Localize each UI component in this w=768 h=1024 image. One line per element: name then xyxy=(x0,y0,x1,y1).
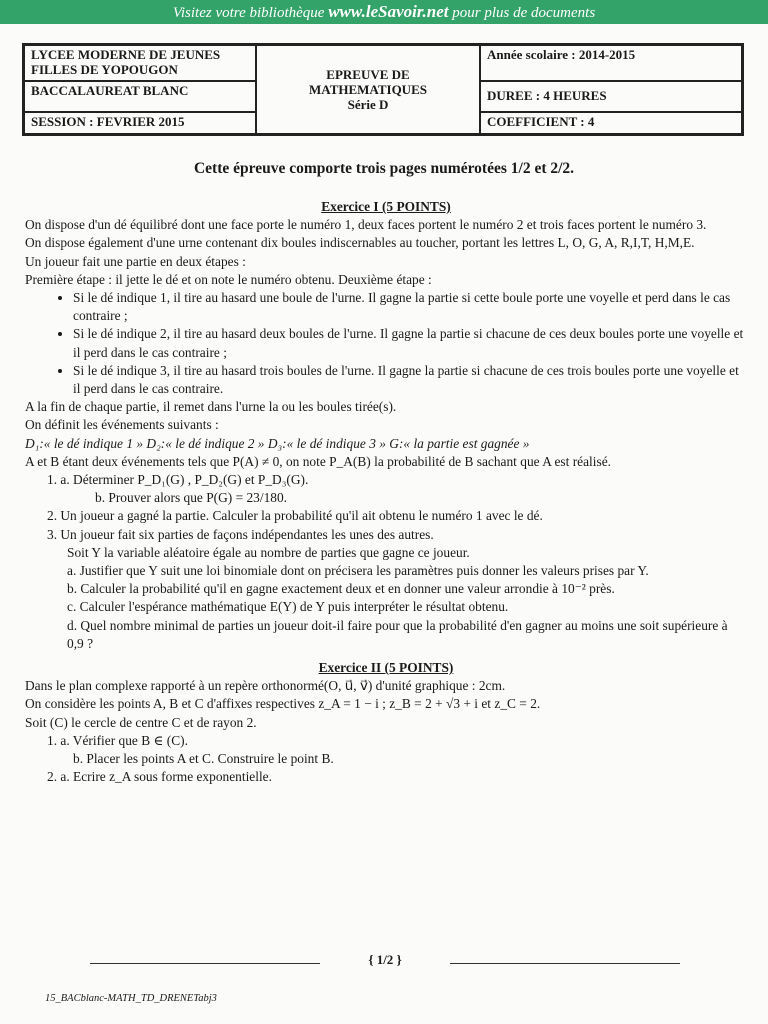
paragraph: On dispose d'un dé équilibré dont une face porte le numéro 1, deux faces portent le numéro 2 et trois faces portent le numéro 3. xyxy=(25,217,707,233)
site-banner xyxy=(0,0,768,24)
paragraph: A et B étant deux événements tels que P(A) ≠ 0, on note P_A(B) la probabilité de B sachant que A est réalisé. xyxy=(25,453,611,469)
question-1b: b. Prouver alors que P(G) = 23/180. xyxy=(95,490,288,506)
paragraph: Dans le plan complexe rapporté à un repère orthonormé(O, u⃗, v⃗) d'unité graphique : 2cm. xyxy=(25,678,506,694)
list-item: • Si le dé indique 3, il tire au hasard trois boules de l'urne. Il gagne la partie si chacune de ces trois boules porte une voyelle et il perd dans le cas contraire. xyxy=(73,362,747,398)
steps-list xyxy=(25,289,747,398)
events-definition: D₁:« le dé indique 1 » D₂:« le dé indique 2 » D₃:« le dé indique 3 » G:« la partie est gagnée » xyxy=(25,435,530,451)
paragraph: On dispose également d'une urne contenant dix boules indiscernables au toucher, portant les lettres L, O, G, A, R,I,T, H,M,E. xyxy=(25,235,695,251)
paragraph: A la fin de chaque partie, il remet dans l'urne la ou les boules tirée(s). xyxy=(25,399,397,415)
question-3: 3. Un joueur fait six parties de façons indépendantes les unes des autres. xyxy=(47,526,434,542)
exam-content xyxy=(25,198,747,787)
page-number-text: 1/2 xyxy=(376,952,394,967)
list-item: • Si le dé indique 2, il tire au hasard deux boules de l'urne. Il gagne la partie si chacune de ces deux boules porte une voyelle et il perd dans le cas contraire ; xyxy=(73,325,747,361)
paragraph: Un joueur fait une partie en deux étapes : xyxy=(25,253,246,269)
page-number: { 1/2 } xyxy=(368,952,402,967)
footer-rule-right xyxy=(450,963,680,964)
question-3c: c. Calculer l'espérance mathématique E(Y) de Y puis interpréter le résultat obtenu. xyxy=(67,599,509,615)
question-2: 2. Un joueur a gagné la partie. Calculer la probabilité qu'il ait obtenu le numéro 1 avec le dé. xyxy=(47,508,543,524)
paragraph: On considère les points A, B et C d'affixes respectives z_A = 1 − i ; z_B = 2 + √3 + i et z_C = 2. xyxy=(25,696,541,712)
footer-rule-left xyxy=(90,963,320,964)
exam-header-table xyxy=(22,43,744,136)
exercise-2-title: Exercice II (5 POINTS) xyxy=(318,660,454,676)
question-3a: a. Justifier que Y suit une loi binomiale dont on précisera les paramètres puis donner les valeurs prises par Y. xyxy=(67,563,649,579)
banner-text-end: pour plus de documents xyxy=(448,5,596,21)
page-title: Cette épreuve comporte trois pages numérotées 1/2 et 2/2. xyxy=(193,160,575,177)
exam-type: BACCALAUREAT BLANC xyxy=(24,81,257,112)
subject-cell xyxy=(256,45,480,135)
subject-line-1: EPREUVE DE xyxy=(326,67,410,82)
question-1a: 1. a. Vérifier que B ∈ (C). xyxy=(47,732,188,748)
paragraph: Soit (C) le cercle de centre C et de rayon 2. xyxy=(25,714,257,730)
exam-coefficient: COEFFICIENT : 4 xyxy=(480,112,743,135)
banner-site-link[interactable]: www.leSavoir.net xyxy=(328,2,449,21)
list-item: • Si le dé indique 1, il tire au hasard une boule de l'urne. Il gagne la partie si cette boule porte une voyelle et perd dans le cas contraire ; xyxy=(73,289,747,325)
subject-line-3: Série D xyxy=(347,97,389,112)
exam-session: SESSION : FEVRIER 2015 xyxy=(24,112,257,135)
banner-text: Visitez votre bibliothèque xyxy=(172,5,329,21)
paragraph: Première étape : il jette le dé et on note le numéro obtenu. Deuxième étape : xyxy=(25,271,432,287)
question-3d: d. Quel nombre minimal de parties un joueur doit-il faire pour que la probabilité d'en gagner au moins une soit supérieure à 0,9 ? xyxy=(67,617,728,651)
question-1a: 1. a. Déterminer P_D₁(G) , P_D₂(G) et P_D₃(G). xyxy=(47,472,309,488)
school-year: Année scolaire : 2014-2015 xyxy=(480,45,743,82)
question-3b: b. Calculer la probabilité qu'il en gagne exactement deux et en donner une valeur arrondie à 10⁻² près. xyxy=(67,581,615,597)
question-3-intro: Soit Y la variable aléatoire égale au nombre de parties que gagne ce joueur. xyxy=(67,544,470,560)
exam-duration: DUREE : 4 HEURES xyxy=(480,81,743,112)
question-2a: 2. a. Ecrire z_A sous forme exponentielle. xyxy=(47,769,272,785)
exercise-1-title: Exercice I (5 POINTS) xyxy=(321,199,451,214)
document-reference: 15_BACblanc-MATH_TD_DRENETabj3 xyxy=(45,993,217,1004)
subject-line-2: MATHEMATIQUES xyxy=(309,82,427,97)
page-footer xyxy=(90,950,680,974)
school-name: LYCEE MODERNE DE JEUNES FILLES DE YOPOUGON xyxy=(24,45,257,82)
question-1b: b. Placer les points A et C. Construire le point B. xyxy=(73,751,334,767)
paragraph: On définit les événements suivants : xyxy=(25,417,219,433)
